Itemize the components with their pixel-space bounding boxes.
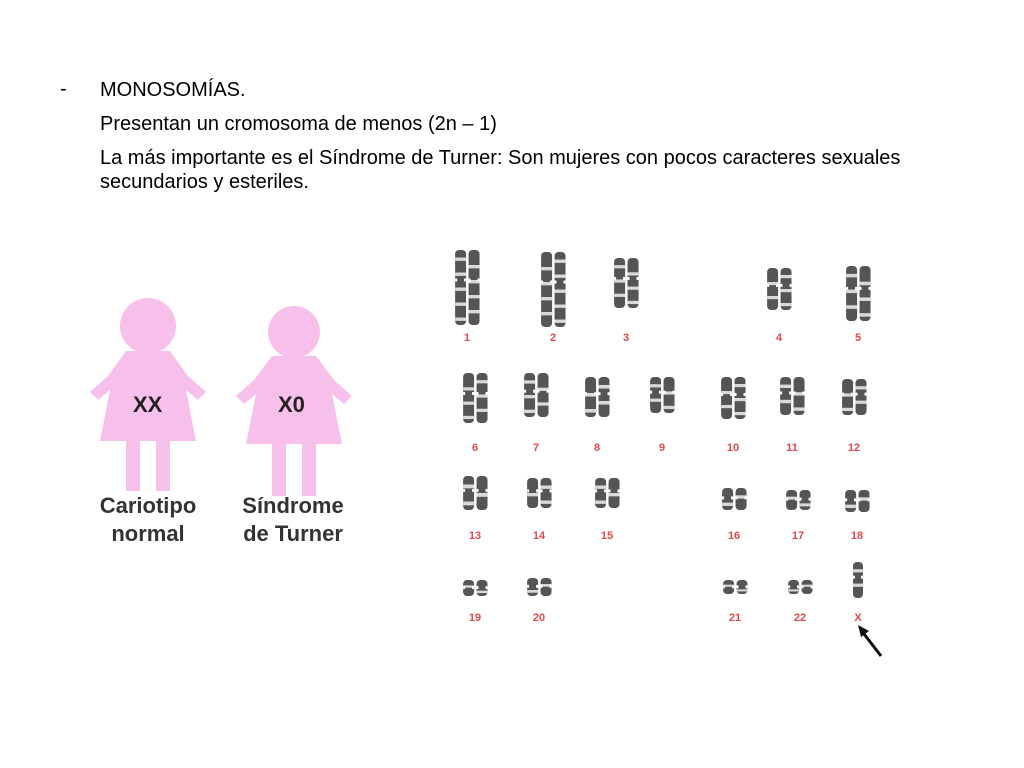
chromosome-pair-9 [646,377,678,413]
chromosome-label-13: 13 [468,530,482,542]
chromosome-label-15: 15 [600,530,614,542]
chromosome-label-10: 10 [726,442,740,454]
chromosome-label-11: 11 [786,442,798,454]
chromosome-label-8: 8 [593,442,601,454]
chromosome-pair-13 [459,476,491,510]
chromosome-pair-22 [784,580,816,594]
definition-text: Presentan un cromosoma de menos (2n – 1) [100,113,497,135]
chromosome-label-3: 3 [622,332,630,344]
caption-normal: Cariotipo normal [99,493,197,546]
chromosome-label-18: 18 [850,530,864,542]
chromosome-pair-16 [718,488,750,510]
chromosome-label-12: 12 [847,442,861,454]
chromosome-pair-20 [523,578,555,596]
genotype-xx: XX [133,392,163,417]
chromosome-pair-3 [610,258,642,308]
chromosome-pair-17 [782,490,814,510]
chromosome-label-17: 17 [791,530,805,542]
chromosome-pair-8 [581,377,613,417]
genotype-x0: X0 [278,392,305,417]
chromosome-label-14: 14 [532,530,546,542]
chromosome-label-X: X [854,612,862,624]
heading-monosomias: MONOSOMÍAS. [100,79,246,101]
chromosome-pair-2 [537,252,569,327]
chromosome-pair-15 [591,478,623,508]
chromosome-pair-12 [838,379,870,415]
chromosome-pair-19 [459,580,491,596]
chromosome-pair-21 [719,580,751,594]
chromosome-pair-14 [523,478,555,508]
chromosome-pair-7 [520,373,552,417]
chromosome-label-22: 22 [793,612,807,624]
chromosome-label-9: 9 [658,442,666,454]
chromosome-label-2: 2 [549,332,557,344]
caption-turner: Síndrome de Turner [242,493,344,546]
chromosome-pair-6 [459,373,491,423]
chromosome-label-7: 7 [532,442,540,454]
chromosome-pair-1 [451,250,483,325]
chromosome-pair-5 [842,266,874,321]
chromosome-label-21: 21 [728,612,742,624]
chromosome-label-6: 6 [471,442,479,454]
chromosome-label-16: 16 [727,530,741,542]
figure-turner [234,304,354,564]
karyotype-panel [440,240,900,670]
chromosome-label-5: 5 [854,332,862,344]
chromosome-label-19: 19 [468,612,482,624]
chromosome-label-20: 20 [532,612,546,624]
figure-normal [88,296,208,556]
arrow-pointer-icon [855,622,885,662]
chromosome-pair-10 [717,377,749,419]
chromosome-label-4: 4 [775,332,783,344]
chromosome-pair-4 [763,268,795,310]
chromosome-pair-11 [776,377,808,415]
bullet-dash: - [60,78,67,100]
chromosome-label-1: 1 [463,332,471,344]
chromosome-pair-18 [841,490,873,512]
chromosome-pair-X [851,562,865,598]
turner-description: La más importante es el Síndrome de Turner: Son mujeres con pocos caracteres sexuales secundarios y esteriles. [100,147,901,193]
